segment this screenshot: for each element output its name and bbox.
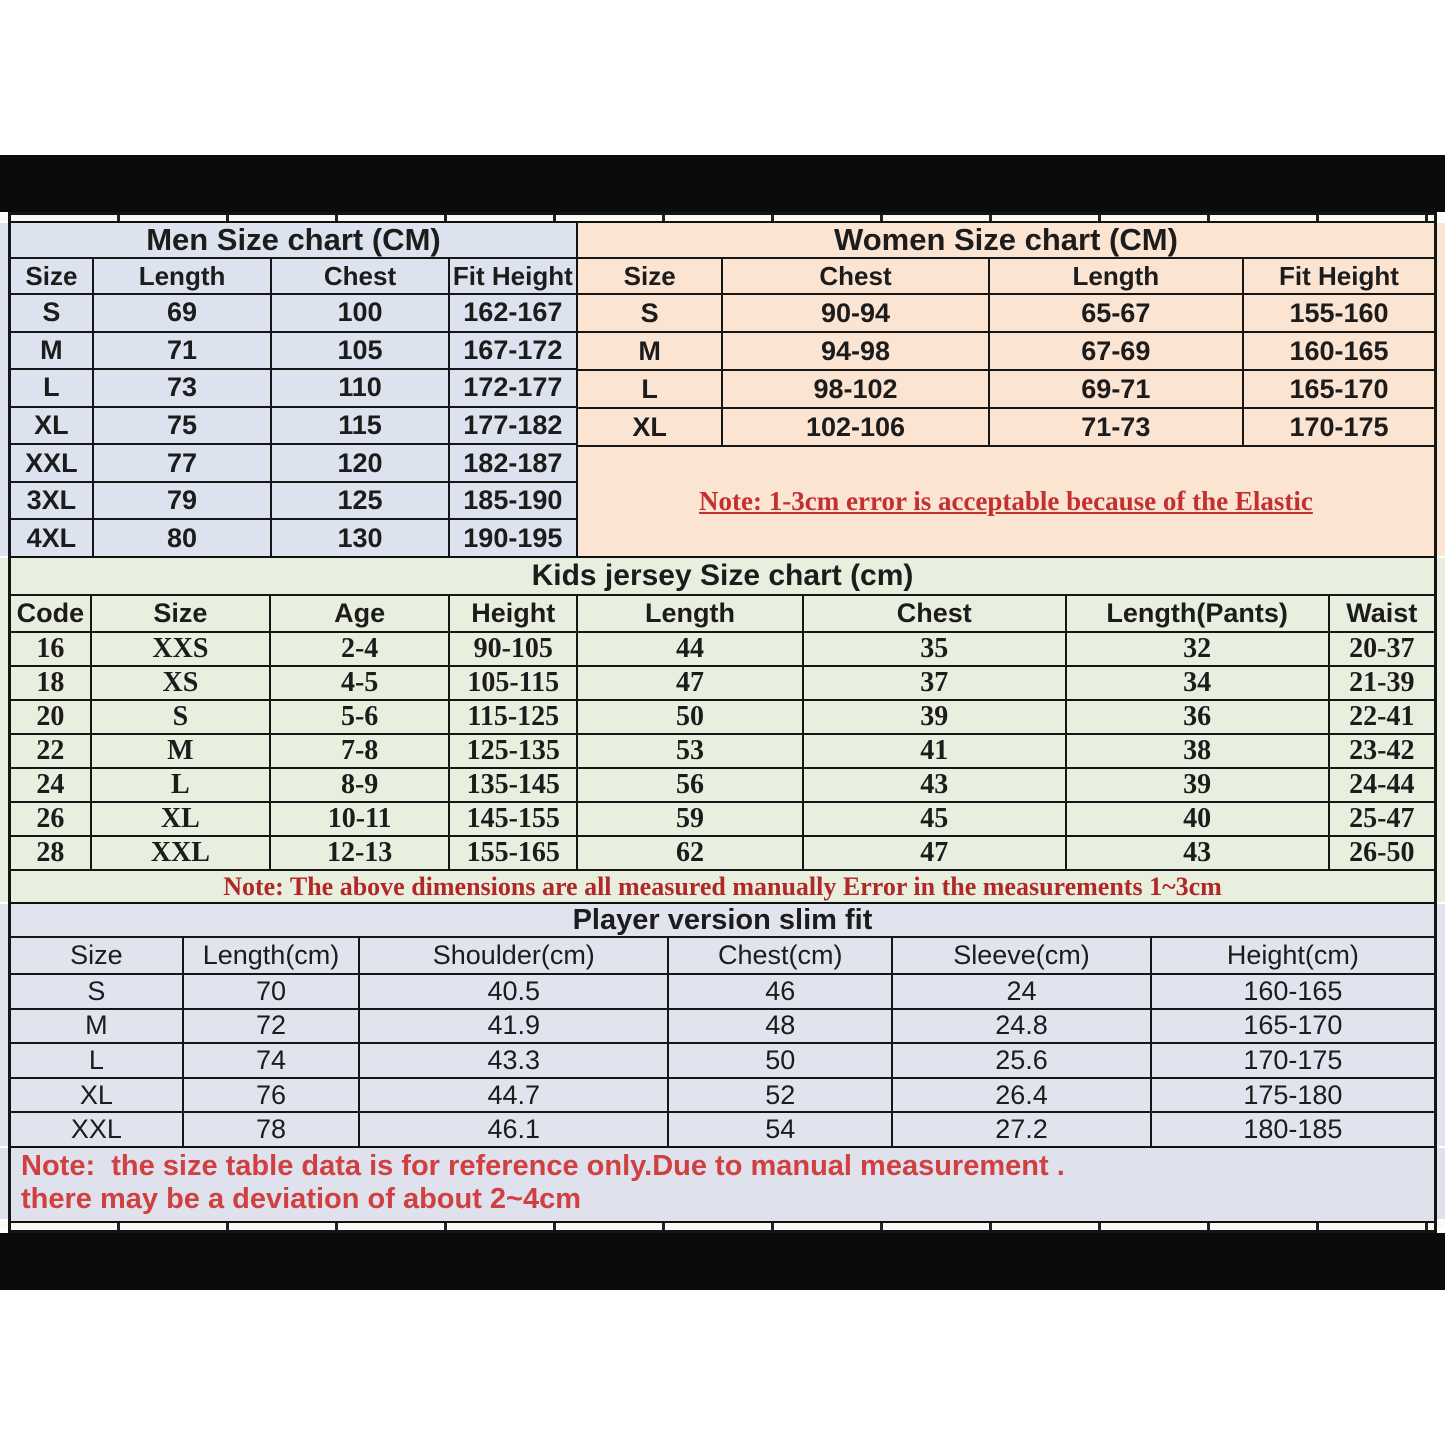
table-cell: 125-135 [450, 735, 576, 767]
table-cell: 20-37 [1330, 633, 1434, 665]
table-cell: 73 [94, 370, 270, 406]
table-cell: XXL [92, 837, 269, 869]
table-cell: 24.8 [893, 1010, 1150, 1043]
table-cell: 24 [11, 769, 90, 801]
table-cell: 59 [578, 803, 802, 835]
table-cell: XXS [92, 633, 269, 665]
men-women-section [11, 223, 1434, 556]
column-header: Size [578, 259, 721, 293]
bottom-black-bar [0, 1233, 1445, 1290]
table-cell: 160-165 [1152, 975, 1434, 1008]
table-cell: 35 [804, 633, 1065, 665]
table-cell: 20 [11, 701, 90, 733]
table-cell: 170-175 [1152, 1044, 1434, 1077]
table-cell: M [11, 1010, 182, 1043]
table-cell: L [11, 370, 92, 406]
table-cell: 43 [1067, 837, 1328, 869]
table-cell: 72 [184, 1010, 359, 1043]
table-cell: 78 [184, 1113, 359, 1146]
table-title: Player version slim fit [11, 904, 1434, 936]
table-cell: 80 [94, 520, 270, 556]
column-header: Height(cm) [1152, 938, 1434, 973]
column-header: Code [11, 596, 90, 631]
table-cell: 74 [184, 1044, 359, 1077]
table-cell: 162-167 [450, 295, 576, 331]
table-cell: 155-160 [1244, 295, 1434, 331]
column-header: Size [92, 596, 269, 631]
table-cell: 27.2 [893, 1113, 1150, 1146]
footer-note [11, 1148, 1434, 1221]
table-cell: 4XL [11, 520, 92, 556]
table-cell: 46.1 [360, 1113, 667, 1146]
size-chart-sheet [8, 212, 1437, 1233]
player-size-table [11, 904, 1434, 1146]
column-header: Fit Height [450, 259, 576, 293]
column-header: Size [11, 938, 182, 973]
table-cell: 7-8 [271, 735, 448, 767]
column-header: Size [11, 259, 92, 293]
table-cell: 45 [804, 803, 1065, 835]
table-cell: L [92, 769, 269, 801]
table-cell: 69 [94, 295, 270, 331]
table-cell: 67-69 [990, 333, 1242, 369]
table-cell: M [578, 333, 721, 369]
table-cell: 3XL [11, 483, 92, 519]
column-header: Length(Pants) [1067, 596, 1328, 631]
table-cell: 79 [94, 483, 270, 519]
table-cell: 62 [578, 837, 802, 869]
bottom-white-margin [0, 1290, 1445, 1445]
table-cell: 100 [272, 295, 447, 331]
table-cell: 47 [804, 837, 1065, 869]
table-cell: 26 [11, 803, 90, 835]
table-cell: 180-185 [1152, 1113, 1434, 1146]
column-header: Waist [1330, 596, 1434, 631]
table-cell: 39 [804, 701, 1065, 733]
table-cell: 44.7 [360, 1079, 667, 1112]
table-cell: 25.6 [893, 1044, 1150, 1077]
column-header: Chest [272, 259, 447, 293]
table-cell: 71 [94, 333, 270, 369]
column-header: Shoulder(cm) [360, 938, 667, 973]
table-cell: 26-50 [1330, 837, 1434, 869]
table-cell: 23-42 [1330, 735, 1434, 767]
table-cell: 46 [669, 975, 891, 1008]
table-cell: 21-39 [1330, 667, 1434, 699]
table-cell: 177-182 [450, 408, 576, 444]
table-cell: 105-115 [450, 667, 576, 699]
table-cell: 185-190 [450, 483, 576, 519]
table-cell: 24 [893, 975, 1150, 1008]
table-cell: 105 [272, 333, 447, 369]
footer-note-line2: there may be a deviation of about 2~4cm [21, 1183, 582, 1215]
table-cell: 75 [94, 408, 270, 444]
top-black-bar [0, 155, 1445, 212]
table-cell: 18 [11, 667, 90, 699]
table-cell: 8-9 [271, 769, 448, 801]
table-cell: 38 [1067, 735, 1328, 767]
table-cell: 69-71 [990, 371, 1242, 407]
top-white-margin [0, 0, 1445, 155]
women-note: Note: 1-3cm error is acceptable because of the Elastic [578, 447, 1434, 556]
table-cell: 145-155 [450, 803, 576, 835]
column-header: Chest [804, 596, 1065, 631]
men-size-table [11, 223, 576, 556]
table-cell: 36 [1067, 701, 1328, 733]
table-cell: 94-98 [723, 333, 987, 369]
table-cell: 115 [272, 408, 447, 444]
column-header: Length [990, 259, 1242, 293]
table-cell: 71-73 [990, 409, 1242, 445]
table-cell: 76 [184, 1079, 359, 1112]
table-cell: M [11, 333, 92, 369]
table-cell: 56 [578, 769, 802, 801]
table-cell: 98-102 [723, 371, 987, 407]
table-cell: 34 [1067, 667, 1328, 699]
table-cell: 175-180 [1152, 1079, 1434, 1112]
table-cell: 90-105 [450, 633, 576, 665]
table-cell: 32 [1067, 633, 1328, 665]
table-cell: 43.3 [360, 1044, 667, 1077]
table-cell: 26.4 [893, 1079, 1150, 1112]
table-cell: 53 [578, 735, 802, 767]
column-header: Chest(cm) [669, 938, 891, 973]
table-cell: 190-195 [450, 520, 576, 556]
footer-note-line1: Note: the size table data is for reference only.Due to manual measurement . [21, 1150, 1065, 1182]
table-cell: 125 [272, 483, 447, 519]
table-cell: XL [578, 409, 721, 445]
table-cell: 12-13 [271, 837, 448, 869]
table-cell: 22-41 [1330, 701, 1434, 733]
table-cell: 48 [669, 1010, 891, 1043]
column-header: Length(cm) [184, 938, 359, 973]
table-title: Kids jersey Size chart (cm) [11, 558, 1434, 594]
table-cell: 50 [578, 701, 802, 733]
kids-size-table [11, 558, 1434, 902]
table-cell: 28 [11, 837, 90, 869]
table-cell: 182-187 [450, 445, 576, 481]
table-cell: 43 [804, 769, 1065, 801]
table-cell: XXL [11, 445, 92, 481]
table-cell: 44 [578, 633, 802, 665]
table-cell: XL [11, 408, 92, 444]
table-cell: 22 [11, 735, 90, 767]
table-cell: 50 [669, 1044, 891, 1077]
table-cell: 170-175 [1244, 409, 1434, 445]
table-cell: 70 [184, 975, 359, 1008]
table-cell: XL [11, 1079, 182, 1112]
table-cell: 135-145 [450, 769, 576, 801]
table-cell: 2-4 [271, 633, 448, 665]
column-header: Chest [723, 259, 987, 293]
cropped-row-bottom [11, 1223, 1434, 1230]
kids-note: Note: The above dimensions are all measured manually Error in the measurements 1~3cm [11, 871, 1434, 902]
table-cell: S [578, 295, 721, 331]
table-cell: 39 [1067, 769, 1328, 801]
table-cell: 5-6 [271, 701, 448, 733]
table-cell: 77 [94, 445, 270, 481]
table-cell: 155-165 [450, 837, 576, 869]
table-cell: 167-172 [450, 333, 576, 369]
table-cell: 40.5 [360, 975, 667, 1008]
column-header: Length [94, 259, 270, 293]
table-cell: 110 [272, 370, 447, 406]
table-cell: S [11, 295, 92, 331]
table-cell: 54 [669, 1113, 891, 1146]
table-cell: 41 [804, 735, 1065, 767]
table-cell: 130 [272, 520, 447, 556]
table-cell: XS [92, 667, 269, 699]
table-cell: 172-177 [450, 370, 576, 406]
column-header: Length [578, 596, 802, 631]
table-cell: 16 [11, 633, 90, 665]
table-cell: 10-11 [271, 803, 448, 835]
table-cell: 24-44 [1330, 769, 1434, 801]
table-cell: XL [92, 803, 269, 835]
table-cell: 165-170 [1244, 371, 1434, 407]
table-cell: L [578, 371, 721, 407]
sheet-area [0, 212, 1445, 1233]
cropped-row-top [11, 215, 1434, 221]
women-size-table [578, 223, 1434, 556]
table-cell: 160-165 [1244, 333, 1434, 369]
table-cell: 37 [804, 667, 1065, 699]
table-cell: 120 [272, 445, 447, 481]
table-cell: 41.9 [360, 1010, 667, 1043]
column-header: Sleeve(cm) [893, 938, 1150, 973]
table-cell: 165-170 [1152, 1010, 1434, 1043]
table-cell: 102-106 [723, 409, 987, 445]
column-header: Age [271, 596, 448, 631]
table-title: Men Size chart (CM) [11, 223, 576, 257]
table-cell: 40 [1067, 803, 1328, 835]
table-cell: S [92, 701, 269, 733]
table-cell: L [11, 1044, 182, 1077]
table-cell: XXL [11, 1113, 182, 1146]
column-header: Height [450, 596, 576, 631]
column-header: Fit Height [1244, 259, 1434, 293]
table-title: Women Size chart (CM) [578, 223, 1434, 257]
table-cell: 65-67 [990, 295, 1242, 331]
table-cell: 115-125 [450, 701, 576, 733]
table-cell: M [92, 735, 269, 767]
table-cell: 90-94 [723, 295, 987, 331]
table-cell: 47 [578, 667, 802, 699]
table-cell: S [11, 975, 182, 1008]
table-cell: 25-47 [1330, 803, 1434, 835]
table-cell: 4-5 [271, 667, 448, 699]
table-cell: 52 [669, 1079, 891, 1112]
